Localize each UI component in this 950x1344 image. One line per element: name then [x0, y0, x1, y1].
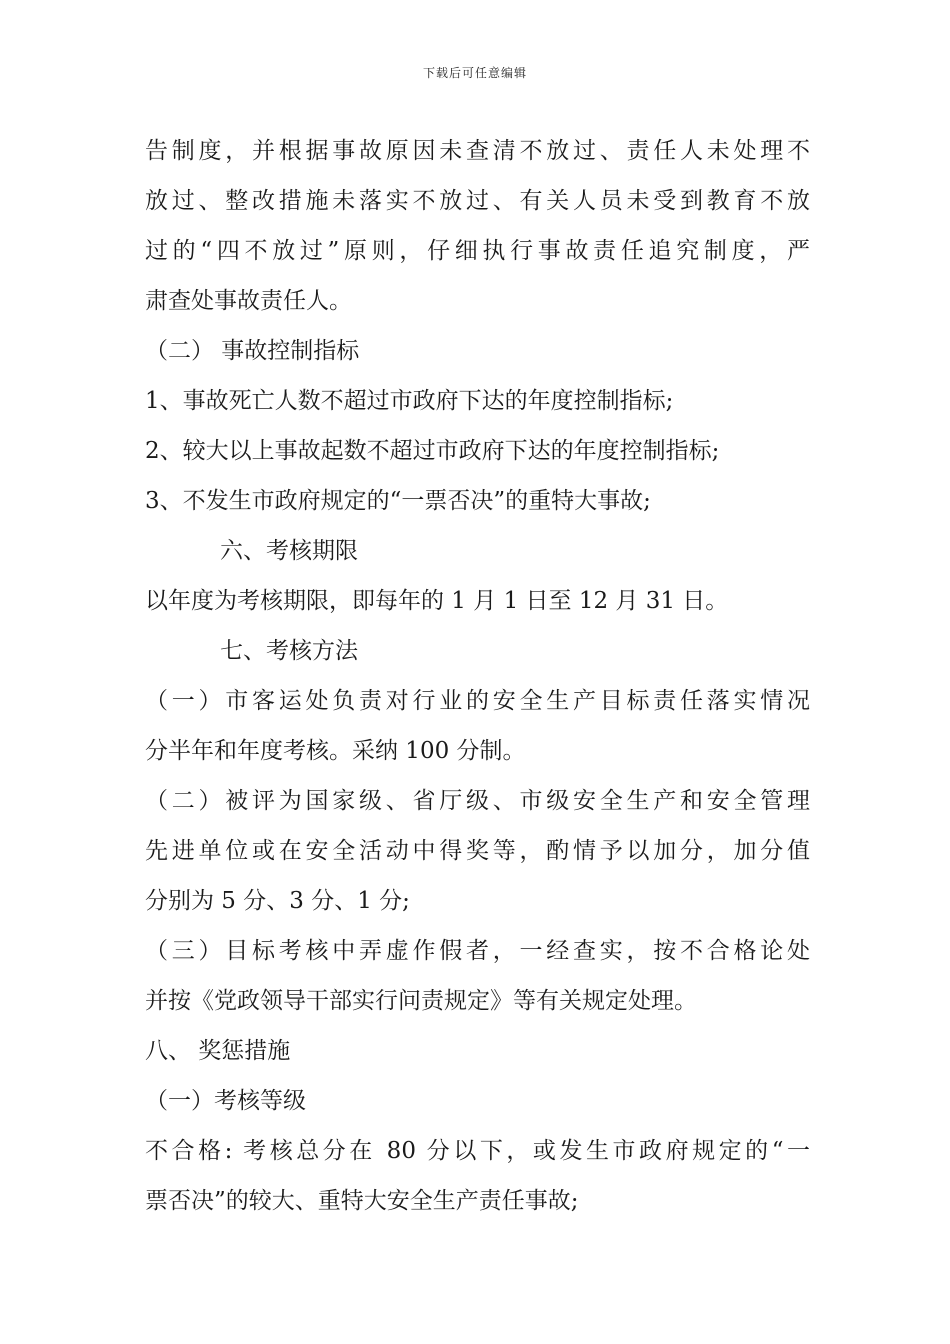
page-header-note: 下载后可任意编辑	[422, 66, 527, 80]
paragraph-line: 过的“四不放过”原则，仔细执行事故责任追究制度，严	[145, 238, 810, 264]
section-heading: 八、 奖惩措施	[145, 1038, 291, 1064]
paragraph-line: 分半年和年度考核。采纳 100 分制。	[145, 738, 526, 764]
section-heading: 六、考核期限	[220, 538, 358, 564]
paragraph-line: 告制度，并根据事故原因未查清不放过、责任人未处理不	[145, 138, 810, 164]
paragraph-line: 放过、整改措施未落实不放过、有关人员未受到教育不放	[145, 188, 810, 214]
list-item: 1、事故死亡人数不超过市政府下达的年度控制指标;	[145, 388, 674, 414]
paragraph-line: 先进单位或在安全活动中得奖等，酌情予以加分，加分值	[145, 838, 810, 864]
paragraph-line: 分别为 5 分、3 分、1 分;	[145, 888, 410, 914]
section-subheading: （一）考核等级	[145, 1088, 306, 1114]
paragraph-line: （二）被评为国家级、省厅级、市级安全生产和安全管理	[145, 788, 810, 814]
paragraph-line: 肃查处事故责任人。	[145, 288, 352, 314]
paragraph-line: （三）目标考核中弄虚作假者，一经查实，按不合格论处	[145, 938, 810, 964]
list-item: 3、不发生市政府规定的“一票否决”的重特大事故;	[145, 488, 651, 514]
list-item: 2、较大以上事故起数不超过市政府下达的年度控制指标;	[145, 438, 720, 464]
paragraph-line: 不合格: 考核总分在 80 分以下，或发生市政府规定的“一	[145, 1138, 810, 1164]
paragraph-line: （一）市客运处负责对行业的安全生产目标责任落实情况	[145, 688, 810, 714]
document-body	[145, 126, 810, 1226]
section-heading: 七、考核方法	[220, 638, 358, 664]
section-subheading: （二） 事故控制指标	[145, 338, 360, 364]
paragraph-line: 并按《党政领导干部实行问责规定》等有关规定处理。	[145, 988, 697, 1014]
paragraph-line: 以年度为考核期限，即每年的 1 月 1 日至 12 月 31 日。	[145, 588, 729, 614]
paragraph-line: 票否决”的较大、重特大安全生产责任事故;	[145, 1188, 579, 1214]
